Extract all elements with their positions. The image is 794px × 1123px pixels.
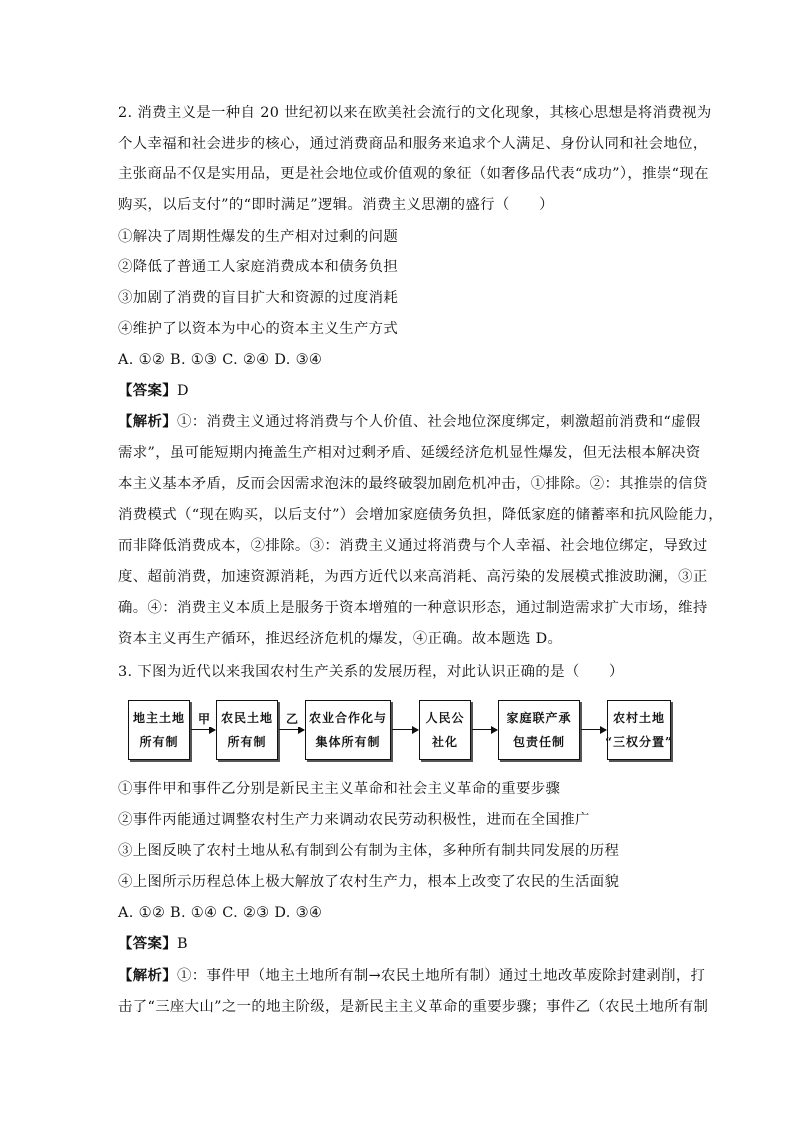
q2-analysis-line-2: 需求”，虽可能短期内掩盖生产相对过剩矛盾、延缓经济危机显性爆发，但无法根本解决资 (118, 445, 701, 461)
q3-analysis-line-1 (118, 966, 706, 986)
q2-stem-line-1: 2. 消费主义是一种自 20 世纪初以来在欧美社会流行的文化现象，其核心思想是将消费视为 (118, 105, 712, 121)
q3-analysis-line-2: 击了“三座大山”之一的地主阶级，是新民主主义革命的重要步骤；事件乙（农民土地所有制 (118, 999, 709, 1015)
flow-box-3 (305, 700, 391, 760)
flow-box-2-line-2: 所有制 (227, 735, 267, 749)
flow-box-3-line-2: 集体所有制 (315, 735, 381, 749)
q2-analysis-line-8: 资本主义再生产循环，推迟经济危机的爆发，④正确。故本题选 D。 (118, 631, 563, 647)
flow-box-1 (128, 700, 190, 760)
q2-stem-line-4: 购买，以后支付”的“即时满足”逻辑。消费主义思潮的盛行（ ） (118, 197, 554, 213)
q2-option-2: ②降低了普通工人家庭消费成本和债务负担 (118, 259, 399, 275)
flow-box-4-line-2: 社化 (431, 735, 458, 749)
q2-analysis-line-5: 而非降低消费成本，②排除。③：消费主义通过将消费与个人幸福、社会地位绑定，导致过 (118, 538, 708, 554)
q3-option-1: ①事件甲和事件乙分别是新民主主义革命和社会主义革命的重要步骤 (118, 781, 561, 797)
flow-arrow-1 (191, 729, 215, 730)
flow-box-6-line-2: “三权分置” (605, 735, 673, 749)
flow-box-2 (216, 700, 278, 760)
flow-arrow-3 (392, 729, 418, 730)
q3-answer-value: B (176, 936, 188, 952)
q2-analysis-line-3: 本主义基本矛盾，反而会因需求泡沫的最终破裂加剧危机冲击，①排除。②：其推崇的信贷 (118, 476, 708, 492)
q3-option-4: ④上图所示历程总体上极大解放了农村生产力，根本上改变了农民的生活面貌 (118, 874, 620, 890)
q2-answer (118, 381, 678, 401)
flow-arrow-2 (279, 729, 304, 730)
q2-analysis-line-7: 确。④：消费主义本质上是服务于资本增殖的一种意识形态，通过制造需求扩大市场，维持 (118, 600, 708, 616)
q2-option-4: ④维护了以资本为中心的资本主义生产方式 (118, 321, 399, 337)
flow-box-1-line-2: 所有制 (139, 735, 179, 749)
q3-answer (118, 934, 678, 954)
q3-stem: 3. 下图为近代以来我国农村生产关系的发展历程，对此认识正确的是（ ） (118, 664, 624, 680)
flow-arrow-1-label: 甲 (198, 712, 211, 726)
q2-stem-line-2: 个人幸福和社会进步的核心，通过消费商品和服务来追求个人满足、身份认同和社会地位， (118, 136, 708, 152)
q2-analysis-line-4: 消费模式（“现在购买，以后支付”）会增加家庭债务负担，降低家庭的储蓄率和抗风险能力， (118, 507, 724, 523)
q2-option-1: ①解决了周期性爆发的生产相对过剩的问题 (118, 229, 399, 245)
flow-box-5 (498, 700, 580, 760)
q3-analysis-tag: 【解析】 (118, 967, 177, 984)
q2-analysis-text-1: ①：消费主义通过将消费与个人价值、社会地位深度绑定，刺激超前消费和“虚假 (176, 414, 701, 430)
flow-box-6-line-1: 农村土地 (612, 711, 665, 725)
flow-box-5-line-1: 家庭联产承 (506, 711, 572, 725)
q2-stem-line-3: 主张商品不仅是实用品，更是社会地位或价值观的象征（如奢侈品代表“成功”），推崇“现在 (118, 166, 709, 182)
flow-box-4-line-1: 人民公 (425, 711, 465, 725)
q2-option-3: ③加剧了消费的盲目扩大和资源的过度消耗 (118, 290, 399, 306)
flow-arrow-4 (472, 729, 497, 730)
flow-box-6 (607, 700, 671, 760)
flow-box-1-line-1: 地主土地 (132, 711, 185, 725)
q2-analysis-tag: 【解析】 (118, 413, 177, 430)
q3-answer-tag: 【答案】 (118, 935, 177, 952)
q2-choices: A. ①② B. ①③ C. ②④ D. ③④ (118, 352, 323, 368)
flow-box-3-line-1: 农业合作化与 (308, 711, 387, 725)
flow-box-5-line-2: 包责任制 (512, 735, 565, 749)
q2-answer-tag: 【答案】 (118, 382, 177, 399)
q2-analysis-line-1 (118, 412, 701, 432)
land-ownership-flow-diagram (128, 700, 673, 762)
q3-analysis-text-1: ①：事件甲（地主土地所有制→农民土地所有制）通过土地改革废除封建剥削，打 (176, 968, 706, 984)
q3-option-2: ②事件丙能通过调整农村生产力来调动农民劳动积极性，进而在全国推广 (118, 812, 590, 828)
q2-analysis-line-6: 度、超前消费，加速资源消耗，为西方近代以来高消耗、高污染的发展模式推波助澜，③正 (118, 569, 708, 585)
flow-box-2-line-1: 农民土地 (220, 711, 273, 725)
q3-choices: A. ①② B. ①④ C. ②③ D. ③④ (118, 905, 323, 921)
flow-arrow-5 (581, 729, 606, 730)
flow-box-4 (419, 700, 471, 760)
q2-answer-value: D (176, 383, 189, 399)
flow-arrow-2-label: 乙 (286, 712, 299, 726)
q3-option-3: ③上图反映了农村土地从私有制到公有制为主体，多种所有制共同发展的历程 (118, 843, 620, 859)
